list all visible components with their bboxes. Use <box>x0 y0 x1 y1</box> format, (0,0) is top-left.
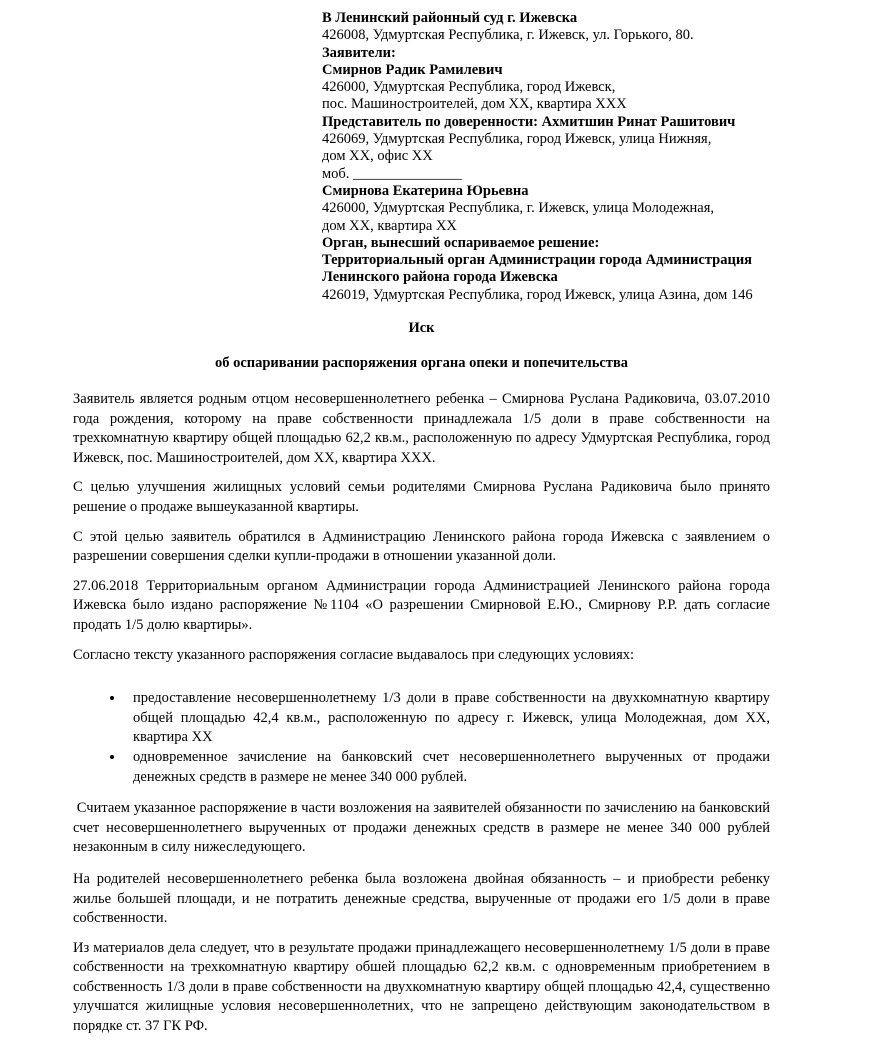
representative-phone-blank: моб. _______________ <box>322 165 462 182</box>
respondent-address: 426019, Удмуртская Республика, город Ижевск, улица Азина, дом 146 <box>322 286 753 303</box>
condition-item-share: • предоставление несовершеннолетнему 1/3 доли в праве собственности на двухкомнатную квартиру общей площадью 42,4 кв.м., расположенную по адресу г. Ижевск, улица Молодежная, дом XX, квартира XX <box>125 689 770 748</box>
representative-name: Представитель по доверенности: Ахмитшин Ринат Рашитович <box>322 113 736 130</box>
document-subtitle: об оспаривании распоряжения органа опеки и попечительства <box>214 355 629 372</box>
document-title: Иск <box>408 320 435 337</box>
applicants-label: Заявители: <box>322 44 396 61</box>
paragraph-application: С этой целью заявитель обратился в Администрацию Ленинского района города Ижевска с заявлением о разрешении совершения сделки купли-продажи в отношении указанной доли. <box>73 528 770 565</box>
representative-address-line-1: 426069, Удмуртская Республика, город Ижевск, улица Нижняя, <box>322 131 712 148</box>
respondent-name-line-2: Ленинского района города Ижевска <box>322 269 558 286</box>
paragraph-conditions-intro: Согласно тексту указанного распоряжения согласие выдавалось при следующих условиях: <box>73 646 635 663</box>
paragraph-claim-illegal: Считаем указанное распоряжение в части возложения на заявителей обязанности по зачислению на банковский счет несовершеннолетнего вырученных от продажи денежных средств в размере не менее 340 000 рублей незаконным в силу нижеследующего. <box>73 800 770 856</box>
applicant-1-address-line-1: 426000, Удмуртская Республика, город Ижевск, <box>322 79 616 96</box>
applicant-1-address-line-2: пос. Машиностроителей, дом XX, квартира XXX <box>322 96 627 113</box>
court-name: В Ленинский районный суд г. Ижевска <box>322 10 578 26</box>
applicant-1-name: Смирнов Радик Рамилевич <box>322 61 503 78</box>
paragraph-case-materials: Из материалов дела следует, что в результате продажи принадлежащего несовершеннолетнему 1/5 доли в праве собственности на трехкомнатную квартиру обшей площадью 62,2 кв.м. с одновременным приобретением в собственность 1/3 доли в праве собственности на двухкомнатную квартиру общей площадью 42,4, существенно улучшатся жилищные условия несовершеннолетних, что не запрещено действующим законодательством в порядке ст. 37 ГК РФ. <box>73 939 770 1035</box>
court-address-block <box>322 10 770 304</box>
applicant-2-address-line-2: дом XX, квартира XX <box>322 217 457 234</box>
paragraph-sale-decision: С целью улучшения жилищных условий семьи родителями Смирнова Руслана Радиковича было принято решение о продаже вышеуказанной квартиры. <box>73 479 770 516</box>
respondent-label: Орган, вынесший оспариваемое решение: <box>322 234 600 251</box>
respondent-name-line-1: Территориальный орган Администрации города Администрация <box>322 252 753 269</box>
conditions-list <box>73 689 770 787</box>
paragraph-double-obligation: На родителей несовершеннолетнего ребенка была возложена двойная обязанность – и приобрести ребенку жилье большей площади, и не потратить денежные средства, вырученные от продажи его 1/5 доли в праве собственности. <box>73 870 770 927</box>
court-address: 426008, Удмуртская Республика, г. Ижевск, ул. Горького, 80. <box>322 27 694 44</box>
paragraph-applicant-intro: Заявитель является родным отцом несовершеннолетнего ребенка – Смирнова Руслана Радиковича, 03.07.2010 года рождения, которому на праве собственности принадлежала 1/5 доли в праве собственности на трехкомнатную квартиру общей площадью 62,2 кв.м., расположенную по адресу Удмуртская Республика, город Ижевск, пос. Машиностроителей, дом XX, квартира XXX. <box>73 391 770 466</box>
applicant-2-name: Смирнова Екатерина Юрьевна <box>322 182 529 199</box>
paragraph-order-issued: 27.06.2018 Территориальным органом Администрации города Администрацией Ленинского района города Ижевска было издано распоряжение №1104 «О разрешении Смирновой Е.Ю., Смирнову Р.Р. дать согласие продать 1/5 долю квартиры». <box>73 577 770 633</box>
representative-address-line-2: дом XX, офис XX <box>322 148 433 165</box>
condition-item-deposit: • одновременное зачисление на банковский счет несовершеннолетнего вырученных от продажи денежных средств в размере не менее 340 000 рублей. <box>125 748 770 787</box>
applicant-2-address-line-1: 426000, Удмуртская Республика, г. Ижевск, улица Молодежная, <box>322 200 714 217</box>
